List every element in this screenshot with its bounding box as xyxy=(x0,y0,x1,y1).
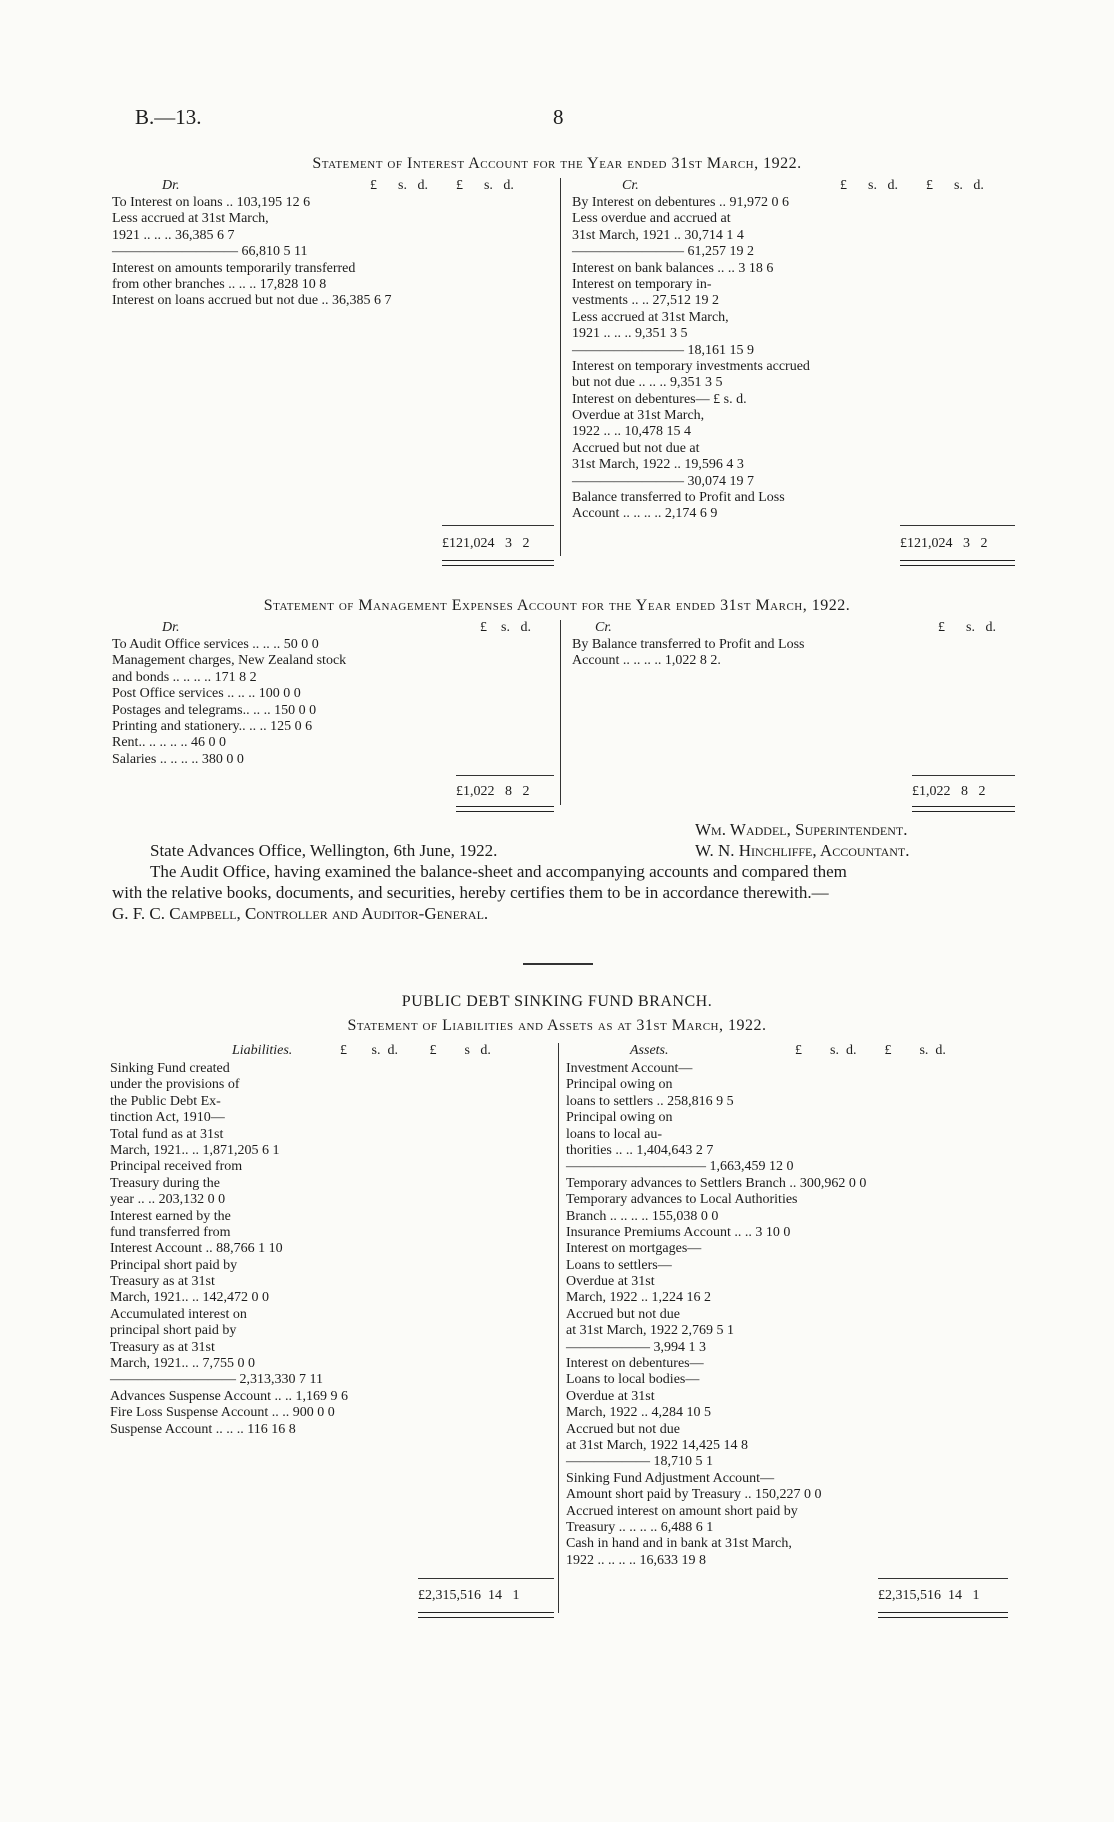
office-and-date: State Advances Office, Wellington, 6th June, 1922. xyxy=(150,841,498,860)
account-line: loans to settlers .. 258,816 9 5 xyxy=(566,1093,734,1109)
account-line: at 31st March, 1922 14,425 14 8 xyxy=(566,1437,748,1453)
interest-cr-total-double-rule xyxy=(900,560,1015,566)
account-line: Sinking Fund Adjustment Account— xyxy=(566,1470,775,1486)
account-line: Loans to local bodies— xyxy=(566,1372,700,1388)
account-line: Treasury as at 31st xyxy=(110,1339,215,1355)
sinking-assets-label: Assets. xyxy=(630,1043,669,1058)
account-line: Interest on debentures— xyxy=(566,1356,704,1372)
account-line: Amount short paid by Treasury .. 150,227 0 0 xyxy=(566,1487,822,1503)
interest-dr-total-rule xyxy=(442,525,554,526)
account-line: Interest Account .. 88,766 1 10 xyxy=(110,1241,283,1257)
interest-dr-list xyxy=(112,195,392,310)
account-line: Overdue at 31st March, xyxy=(572,408,705,424)
management-cr-total: £1,022 8 2 xyxy=(912,784,986,799)
account-line: Interest on amounts temporarily transferred xyxy=(112,260,356,276)
interest-cr-label: Cr. xyxy=(622,178,639,193)
sinking-liabilities-label: Liabilities. xyxy=(232,1043,293,1058)
account-line: March, 1922 .. 1,224 16 2 xyxy=(566,1290,712,1306)
account-line: Principal received from xyxy=(110,1159,243,1175)
account-line: and bonds .. .. .. .. 171 8 2 xyxy=(112,669,257,685)
account-line: Fire Loss Suspense Account .. .. 900 0 0 xyxy=(110,1405,335,1421)
account-line: —————————— 1,663,459 12 0 xyxy=(566,1159,794,1175)
interest-dr-total-double-rule xyxy=(442,560,554,566)
account-line: To Interest on loans .. 103,195 12 6 xyxy=(112,195,311,210)
account-line: Accrued but not due xyxy=(566,1306,680,1322)
interest-dr-col-heads: £ s. d. £ s. d. xyxy=(370,178,514,193)
account-line: fund transferred from xyxy=(110,1224,231,1240)
management-cr-total-rule xyxy=(912,775,1015,776)
page-number: 8 xyxy=(553,105,564,129)
account-line: Overdue at 31st xyxy=(566,1274,655,1290)
account-line: the Public Debt Ex- xyxy=(110,1093,221,1109)
account-line: —————— 3,994 1 3 xyxy=(566,1339,706,1355)
sinking-liabilities-list xyxy=(110,1061,348,1438)
account-line: Less accrued at 31st March, xyxy=(572,309,729,325)
account-line: Principal owing on xyxy=(566,1077,673,1093)
management-cr-total-double-rule xyxy=(912,806,1015,812)
account-line: Sinking Fund created xyxy=(110,1061,230,1076)
account-line: Interest on debentures— £ s. d. xyxy=(572,391,747,407)
account-line: thorities .. .. 1,404,643 2 7 xyxy=(566,1142,714,1158)
account-line: 1921 .. .. .. 36,385 6 7 xyxy=(112,227,235,243)
account-line: vestments .. .. 27,512 19 2 xyxy=(572,293,719,309)
management-cr-label: Cr. xyxy=(595,620,612,635)
account-line: Suspense Account .. .. .. 116 16 8 xyxy=(110,1421,296,1437)
account-line: loans to local au- xyxy=(566,1126,663,1142)
account-line: ———————— 61,257 19 2 xyxy=(572,244,754,260)
account-line: March, 1921.. .. 142,472 0 0 xyxy=(110,1290,270,1306)
account-line: March, 1922 .. 4,284 10 5 xyxy=(566,1405,712,1421)
account-line: from other branches .. .. .. 17,828 10 8 xyxy=(112,276,327,292)
account-line: Accumulated interest on xyxy=(110,1306,247,1322)
account-line: Post Office services .. .. .. 100 0 0 xyxy=(112,686,301,702)
account-line: Branch .. .. .. .. 155,038 0 0 xyxy=(566,1208,719,1224)
management-dr-col-heads: £ s. d. xyxy=(480,620,531,635)
account-line: ———————— 30,074 19 7 xyxy=(572,473,754,489)
account-line: Postages and telegrams.. .. .. 150 0 0 xyxy=(112,702,317,718)
account-line: 31st March, 1922 .. 19,596 4 3 xyxy=(572,457,744,473)
audit-line-2: with the relative books, documents, and securities, hereby certifies them to be in accordance therewith.— xyxy=(112,883,829,902)
signature-superintendent: Wm. Waddel, Superintendent. xyxy=(695,820,908,839)
account-line: To Audit Office services .. .. .. 50 0 0 xyxy=(112,637,319,652)
account-line: Account .. .. .. .. 2,174 6 9 xyxy=(572,506,718,522)
account-line: Treasury .. .. .. .. 6,488 6 1 xyxy=(566,1519,714,1535)
sinking-assets-total: £2,315,516 14 1 xyxy=(878,1588,980,1603)
sinking-divider xyxy=(558,1043,559,1613)
account-line: Insurance Premiums Account .. .. 3 10 0 xyxy=(566,1224,791,1240)
account-line: Less overdue and accrued at xyxy=(572,211,731,227)
account-line: Principal owing on xyxy=(566,1110,673,1126)
account-line: Accrued interest on amount short paid by xyxy=(566,1503,798,1519)
sinking-branch-title: PUBLIC DEBT SINKING FUND BRANCH. xyxy=(401,993,713,1010)
audit-line-3: G. F. C. Campbell, Controller and Auditor-General. xyxy=(112,904,489,923)
page-ref: B.—13. xyxy=(135,105,202,129)
account-line: Less accrued at 31st March, xyxy=(112,211,269,227)
management-divider xyxy=(560,620,561,805)
audit-line-1: The Audit Office, having examined the balance-sheet and accompanying accounts and compared them xyxy=(150,862,847,881)
account-line: Investment Account— xyxy=(566,1061,693,1076)
account-line: but not due .. .. .. 9,351 3 5 xyxy=(572,375,723,391)
interest-cr-list xyxy=(572,195,810,523)
account-line: Salaries .. .. .. .. 380 0 0 xyxy=(112,751,244,767)
account-line: Interest earned by the xyxy=(110,1208,231,1224)
management-dr-total: £1,022 8 2 xyxy=(456,784,530,799)
account-line: By Interest on debentures .. 91,972 0 6 xyxy=(572,195,789,210)
account-line: tinction Act, 1910— xyxy=(110,1110,225,1126)
account-line: Accrued but not due at xyxy=(572,440,700,456)
interest-cr-col-heads: £ s. d. £ s. d. xyxy=(840,178,984,193)
account-line: Account .. .. .. .. 1,022 8 2. xyxy=(572,653,721,669)
management-dr-label: Dr. xyxy=(162,620,180,635)
account-line: Principal short paid by xyxy=(110,1257,238,1273)
interest-dr-total: £121,024 3 2 xyxy=(442,536,530,551)
account-line: Interest on temporary investments accrued xyxy=(572,358,810,374)
sinking-liabilities-col-heads: £ s. d. £ s d. xyxy=(340,1043,491,1058)
account-line: March, 1921.. .. 1,871,205 6 1 xyxy=(110,1142,280,1158)
sinking-liabilities-total: £2,315,516 14 1 xyxy=(418,1588,520,1603)
account-line: Balance transferred to Profit and Loss xyxy=(572,490,785,506)
account-line: under the provisions of xyxy=(110,1077,240,1093)
account-line: Temporary advances to Settlers Branch .. 300,962 0 0 xyxy=(566,1175,867,1191)
sinking-liabilities-total-rule xyxy=(418,1578,554,1579)
account-line: March, 1921.. .. 7,755 0 0 xyxy=(110,1356,256,1372)
account-line: year .. .. 203,132 0 0 xyxy=(110,1192,226,1208)
interest-cr-total-rule xyxy=(900,525,1015,526)
sinking-assets-double-rule xyxy=(878,1612,1008,1618)
sinking-assets-list xyxy=(566,1061,866,1569)
account-line: Accrued but not due xyxy=(566,1421,680,1437)
sinking-liabilities-double-rule xyxy=(418,1612,554,1618)
account-line: Total fund as at 31st xyxy=(110,1126,224,1142)
account-line: Rent.. .. .. .. .. 46 0 0 xyxy=(112,735,226,751)
account-line: Interest on mortgages— xyxy=(566,1241,702,1257)
account-line: Treasury as at 31st xyxy=(110,1274,215,1290)
account-line: 1922 .. .. .. .. 16,633 19 8 xyxy=(566,1552,706,1568)
management-cr-col-heads: £ s. d. xyxy=(938,620,996,635)
account-line: at 31st March, 1922 2,769 5 1 xyxy=(566,1323,734,1339)
interest-divider xyxy=(560,178,561,556)
account-line: Advances Suspense Account .. .. 1,169 9 6 xyxy=(110,1388,348,1404)
account-line: ————————— 66,810 5 11 xyxy=(112,244,308,260)
signature-accountant: W. N. Hinchliffe, Accountant. xyxy=(695,841,910,860)
account-line: ————————— 2,313,330 7 11 xyxy=(110,1372,323,1388)
management-dr-total-rule xyxy=(456,775,554,776)
account-line: Cash in hand and in bank at 31st March, xyxy=(566,1536,792,1552)
account-line: —————— 18,710 5 1 xyxy=(566,1454,713,1470)
account-line: Interest on bank balances .. .. 3 18 6 xyxy=(572,260,774,276)
account-line: Interest on loans accrued but not due .. 36,385 6 7 xyxy=(112,293,392,309)
interest-dr-label: Dr. xyxy=(162,178,180,193)
account-line: Overdue at 31st xyxy=(566,1388,655,1404)
management-cr-list xyxy=(572,637,805,670)
account-line: principal short paid by xyxy=(110,1323,237,1339)
management-dr-list xyxy=(112,637,346,768)
account-line: Temporary advances to Local Authorities xyxy=(566,1192,798,1208)
sinking-assets-total-rule xyxy=(878,1578,1008,1579)
section-separator xyxy=(523,963,593,965)
account-line: Management charges, New Zealand stock xyxy=(112,653,347,669)
sinking-title: Statement of Liabilities and Assets as at 31st March, 1922. xyxy=(347,1017,767,1034)
account-line: Treasury during the xyxy=(110,1175,220,1191)
account-line: By Balance transferred to Profit and Loss xyxy=(572,637,805,652)
interest-title: Statement of Interest Account for the Year ended 31st March, 1922. xyxy=(312,155,802,172)
account-line: ———————— 18,161 15 9 xyxy=(572,342,754,358)
account-line: 1922 .. .. 10,478 15 4 xyxy=(572,424,691,440)
management-dr-total-double-rule xyxy=(456,806,554,812)
interest-cr-total: £121,024 3 2 xyxy=(900,536,988,551)
account-line: Printing and stationery.. .. .. 125 0 6 xyxy=(112,718,313,734)
account-line: 1921 .. .. .. 9,351 3 5 xyxy=(572,326,688,342)
account-line: Loans to settlers— xyxy=(566,1257,672,1273)
account-line: Interest on temporary in- xyxy=(572,276,712,292)
account-line: 31st March, 1921 .. 30,714 1 4 xyxy=(572,227,744,243)
sinking-assets-col-heads: £ s. d. £ s. d. xyxy=(795,1043,946,1058)
management-title: Statement of Management Expenses Account for the Year ended 31st March, 1922. xyxy=(263,597,851,614)
